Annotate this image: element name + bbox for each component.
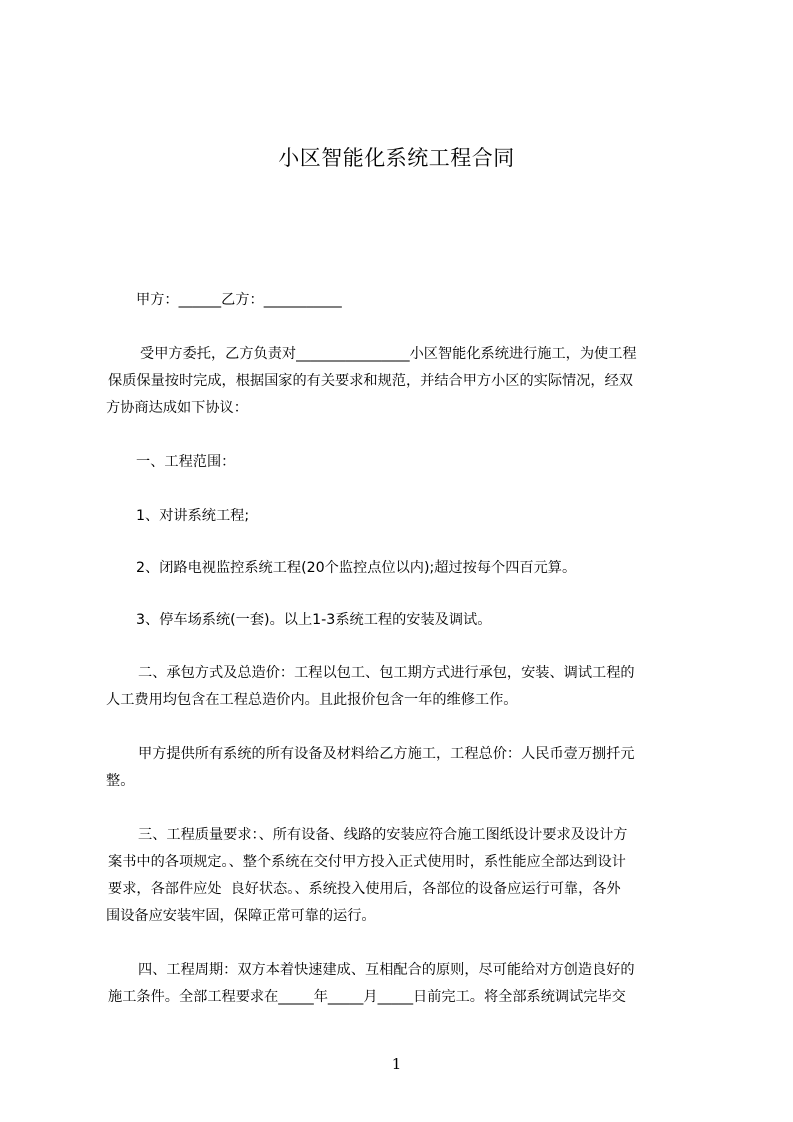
paragraph-line: 施工条件。全部工程要求在_____年_____月_____日前完工。将全部系统调试完毕交 bbox=[108, 989, 626, 1005]
list-item: 3、停车场系统(一套)。以上1-3系统工程的安装及调试。 bbox=[136, 612, 492, 628]
paragraph-line: 二、承包方式及总造价：工程以包工、包工期方式进行承包，安装、调试工程的 bbox=[138, 665, 635, 681]
paragraph-line: 案书中的各项规定。、整个系统在交付甲方投入正式使用时，系性能应全部达到设计 bbox=[108, 854, 626, 870]
paragraph-line: 围设备应安装牢固，保障正常可靠的运行。 bbox=[106, 908, 376, 924]
paragraph-line: 四、工程周期：双方本着快速建成、互相配合的原则，尽可能给对方创造良好的 bbox=[138, 962, 635, 978]
list-item: 1、对讲系统工程; bbox=[136, 508, 250, 524]
paragraph-line: 要求，各部件应处 良好状态。、系统投入使用后，各部位的设备应运行可靠，各外 bbox=[108, 881, 621, 897]
paragraph-line: 保质保量按时完成，根据国家的有关要求和规范，并结合甲方小区的实际情况，经双 bbox=[108, 373, 633, 389]
paragraph-line: 整。 bbox=[106, 773, 135, 789]
section-heading-scope: 一、工程范围： bbox=[136, 454, 236, 470]
paragraph-line: 三、工程质量要求：、所有设备、线路的安装应符合施工图纸设计要求及设计方 bbox=[138, 827, 628, 843]
paragraph-line: 甲方提供所有系统的所有设备及材料给乙方施工，工程总价：人民币壹万捌扦元 bbox=[138, 746, 635, 762]
list-item: 2、闭路电视监控系统工程(20个监控点位以内);超过按每个四百元算。 bbox=[136, 560, 577, 576]
page-number: 1 bbox=[391, 1055, 402, 1073]
party-line: 甲方：______乙方：___________ bbox=[136, 292, 342, 308]
document-title: 小区智能化系统工程合同 bbox=[278, 146, 515, 170]
paragraph-line: 人工费用均包含在工程总造价内。且此报价包含一年的维修工作。 bbox=[106, 692, 518, 708]
paragraph-line: 方协商达成如下协议： bbox=[106, 400, 248, 416]
paragraph-line: 受甲方委托，乙方负责对________________小区智能化系统进行施工，为使工程 bbox=[140, 346, 637, 362]
